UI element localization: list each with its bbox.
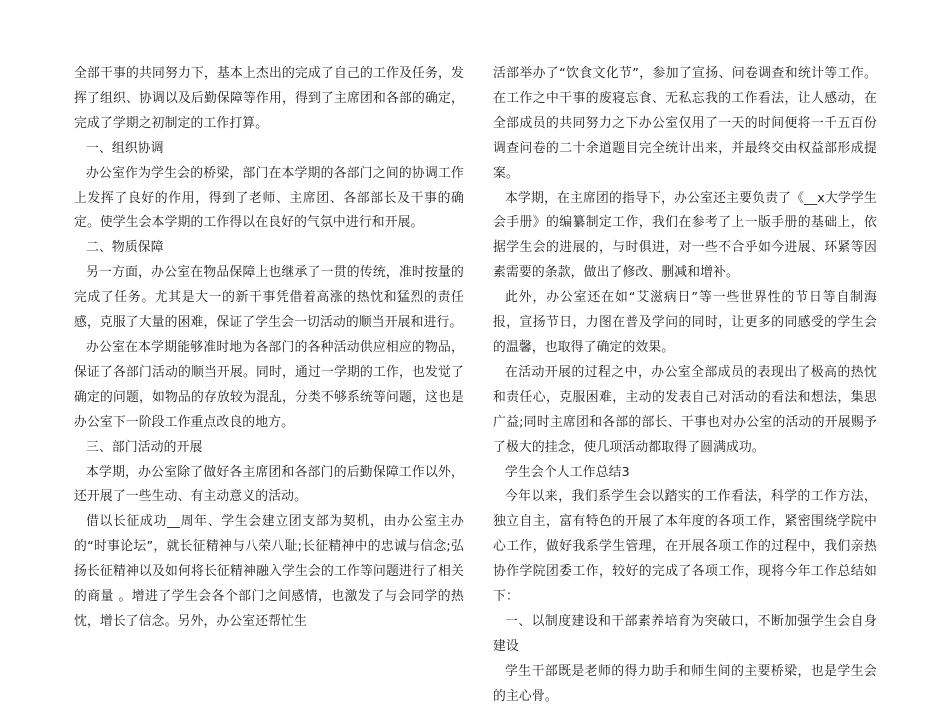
paragraph: 在活动开展的过程之中，办公室全部成员的表现出了极高的热忱和责任心，克服困难，主动的发表自己对活动的看法和想法，集思广益;同时主席团和各部的部长、干事也对办公室的活动的开展赐予了极大的挂念，使几项活动都取得了圆满成功。 xyxy=(493,364,877,455)
section-heading-coordination: 一、组织协调 xyxy=(86,140,164,156)
paragraph: 借以长征成功__周年、学生会建立团支部为契机，由办公室主办的“时事论坛”，就长征精神与八荣八耻;长征精神中的忠诚与信念;弘扬长征精神以及如何将长征精神融入学生会的工作等问题进行了相关的商量 。增进了学生会各个部门之间感情，也激发了与会同学的热忱，增长了信念。另外，办公室还帮忙生 xyxy=(74,514,464,629)
paragraph: 本学期，办公室除了做好各主席团和各部门的后勤保障工作以外，还开展了一些生动、有主动意义的活动。 xyxy=(74,464,464,505)
section-heading-material: 二、物质保障 xyxy=(86,240,164,256)
paragraph: 办公室作为学生会的桥梁，部门在本学期的各部门之间的协调工作上发挥了良好的作用，得到了老师、主席团、各部部长及干事的确定。使学生会本学期的工作得以在良好的气氛中进行和开展。 xyxy=(74,165,464,231)
paragraph: 今年以来，我们系学生会以踏实的工作看法，科学的工作方法，独立自主，富有特色的开展了本年度的各项工作，紧密围绕学院中心工作，做好我系学生管理，在开展各项工作的过程中，我们亲热协作学院团委工作，较好的完成了各项工作，现将今年工作总结如下： xyxy=(493,489,877,605)
paragraph: 学生干部既是老师的得力助手和师生间的主要桥梁，也是学生会的主心骨。 xyxy=(493,663,877,704)
document-subtitle: 学生会个人工作总结3 xyxy=(505,464,630,480)
right-column xyxy=(493,62,877,710)
section-heading-institution: 一、以制度建设和干部素养培育为突破口，不断加强学生会自身建设 xyxy=(493,613,877,654)
paragraph: 此外，办公室还在如“艾滋病日”等一些世界性的节日等自制海报，宣扬节日，力图在普及学问的同时，让更多的同感受的学生会的温馨，也取得了确定的效果。 xyxy=(493,290,877,355)
paragraph: 本学期，在主席团的指导下，办公室还主要负责了《__x大学学生会手册》的编纂制定工作，我们在参考了上一版手册的基础上，依据学生会的进展的，与时俱进，对一些不合乎如今进展、环紧等因素需要的条款，做出了修改、删减和增补。 xyxy=(493,190,877,281)
left-column xyxy=(74,62,464,635)
paragraph-continuation: 活部举办了“饮食文化节”，参加了宣扬、问卷调查和统计等工作。在工作之中干事的废寝忘食、无私忘我的工作看法，让人感动，在全部成员的共同努力之下办公室仅用了一天的时间便将一千五百份调查问卷的二十余道题目完全统计出来，并最终交由权益部形成提案。 xyxy=(493,66,877,181)
section-heading-activities: 三、部门活动的开展 xyxy=(86,439,203,455)
paragraph-continuation: 全部干事的共同努力下，基本上杰出的完成了自己的工作及任务，发挥了组织、协调以及后勤保障等作用，得到了主席团和各部的确定，完成了学期之初制定的工作打算。 xyxy=(74,66,464,131)
paragraph: 办公室在本学期能够准时地为各部门的各种活动供应相应的物品，保证了各部门活动的顺当开展。同时，通过一学期的工作，也发觉了确定的问题，如物品的存放较为混乱，分类不够系统等问题，这也是办公室下一阶段工作重点改良的地方。 xyxy=(74,339,464,430)
paragraph: 另一方面，办公室在物品保障上也继承了一贯的传统，准时按量的完成了任务。尤其是大一的新干事凭借着高涨的热忱和猛烈的责任感，克服了大量的困难，保证了学生会一切活动的顺当开展和进行。 xyxy=(74,265,464,331)
